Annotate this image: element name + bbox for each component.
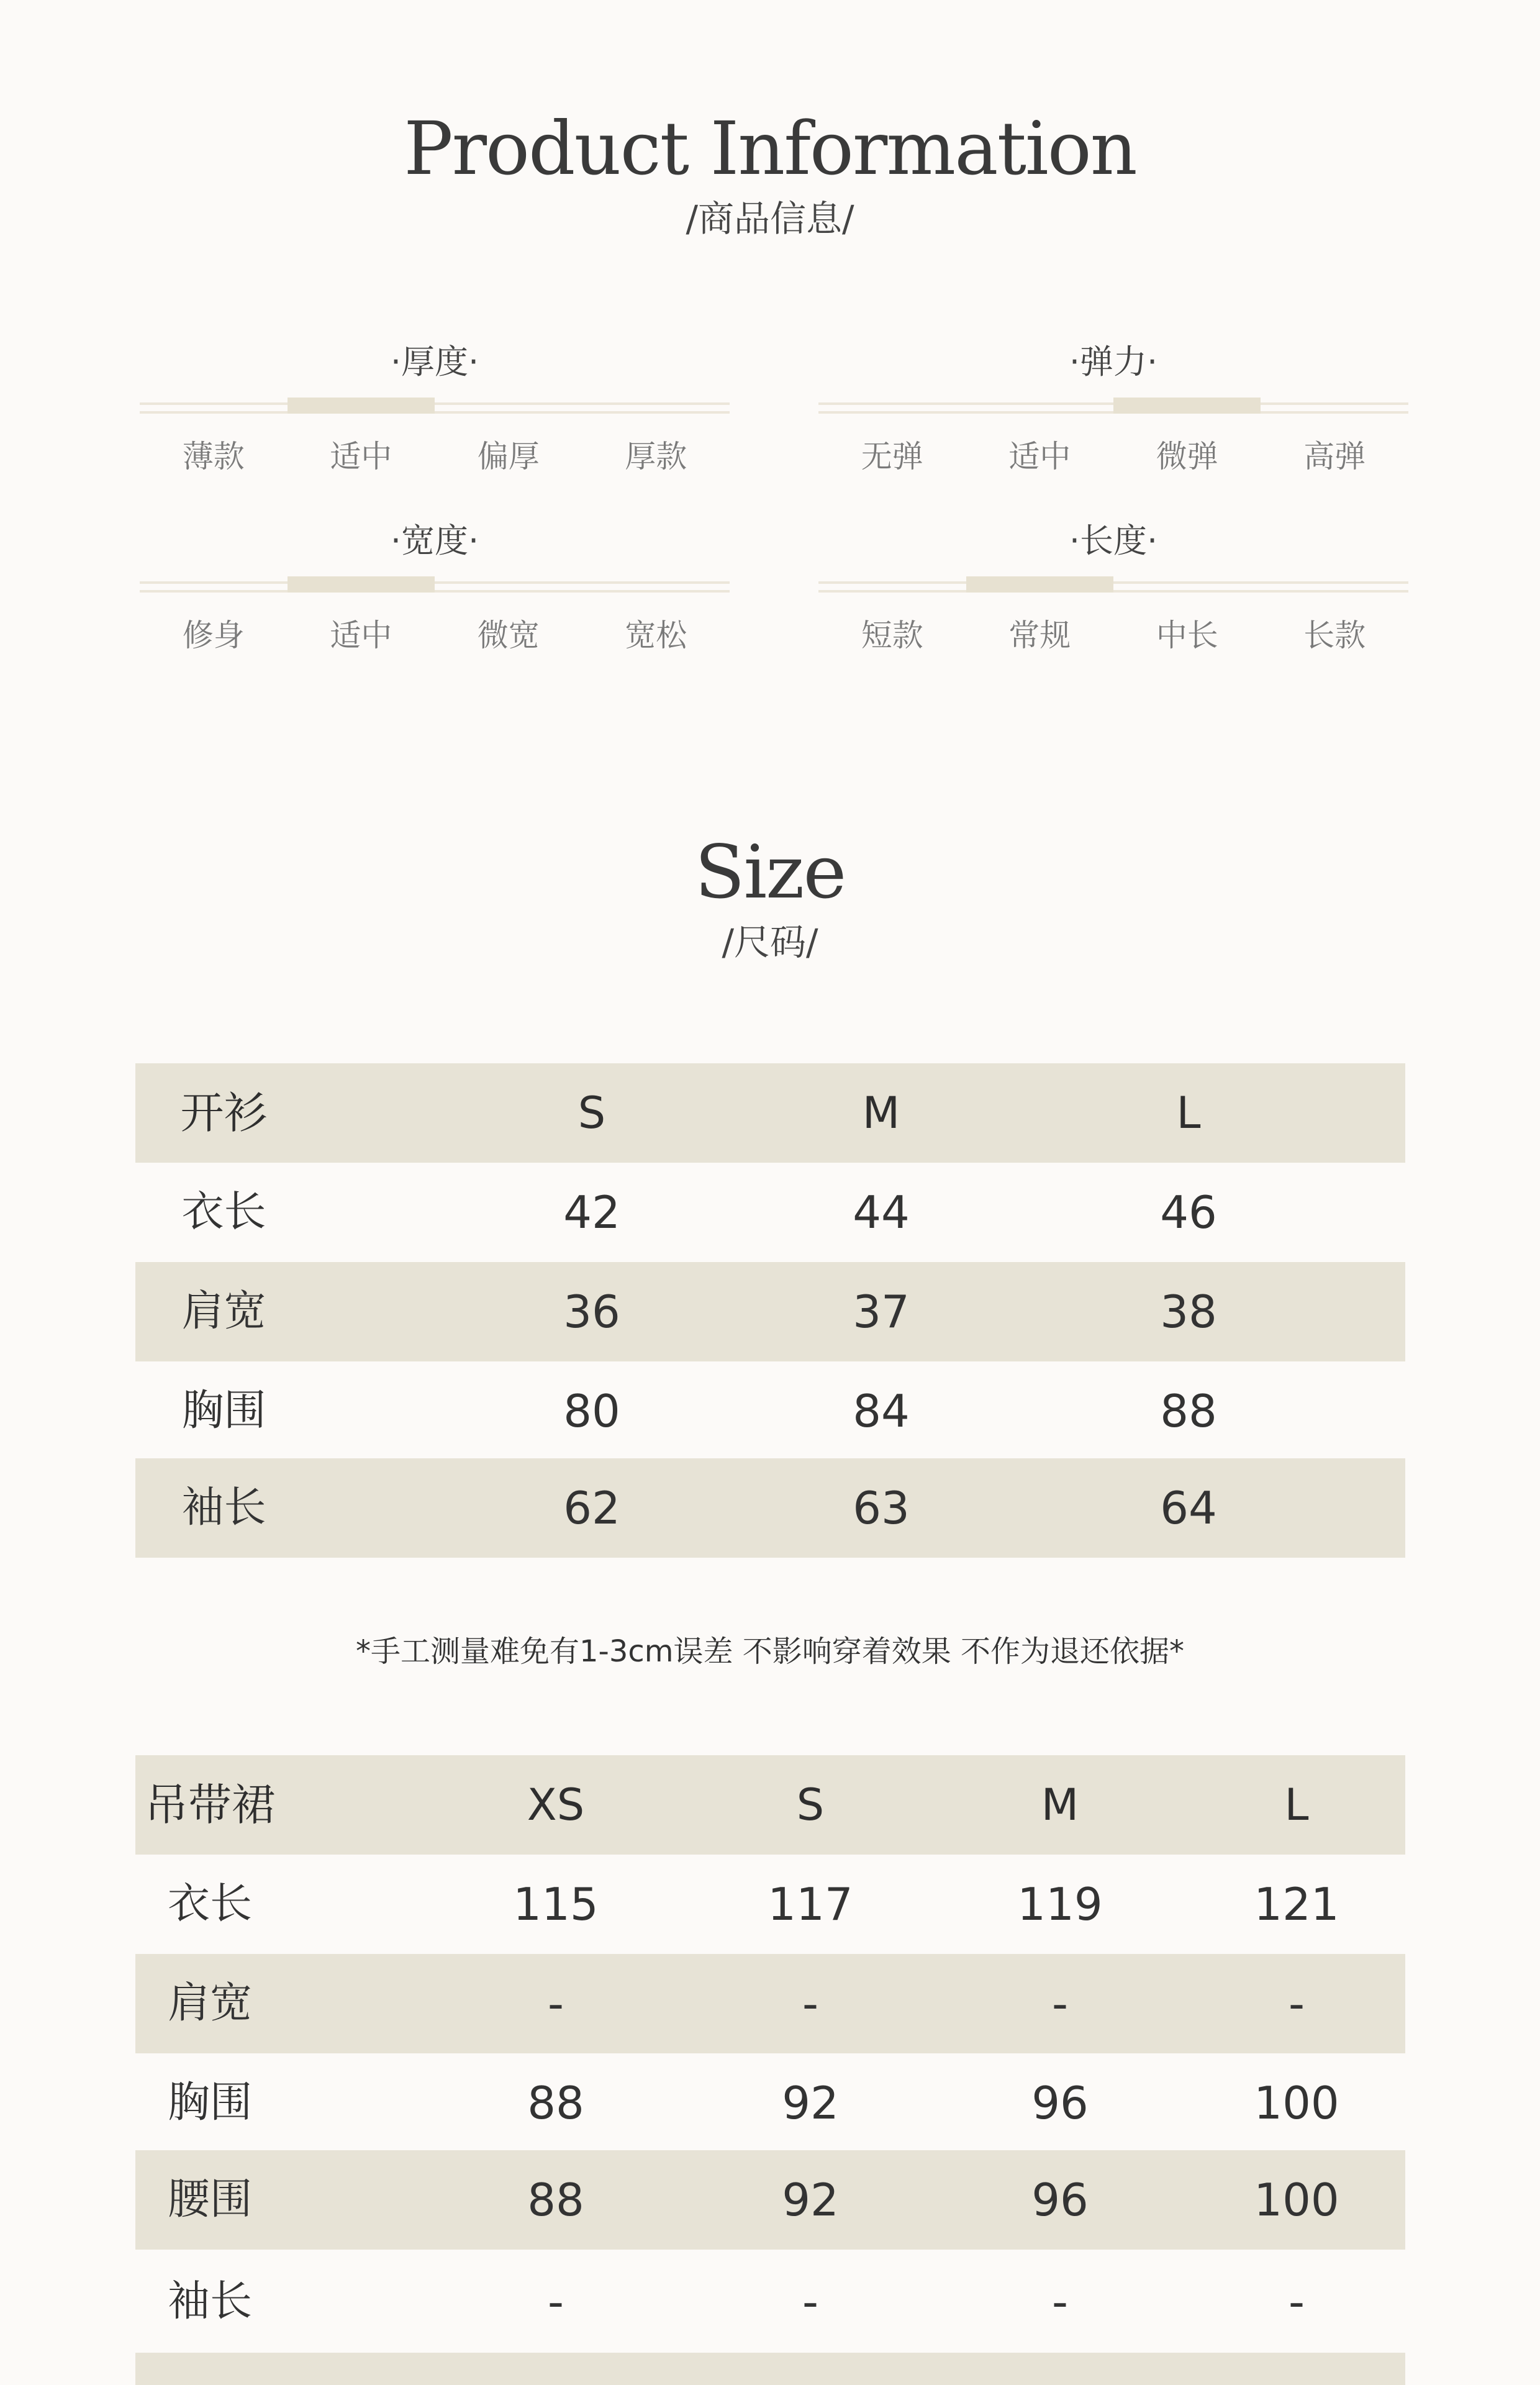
scale-track: [818, 398, 1408, 415]
dress-size-table: [135, 1755, 1405, 2385]
table-cell: 37: [853, 1286, 910, 1338]
scale-option: 偏厚: [477, 438, 540, 475]
table-header-cell: L: [1284, 1779, 1309, 1830]
table-header-cell: L: [1176, 1088, 1201, 1138]
table-cell: 46: [1160, 1186, 1217, 1238]
scale-label: ·宽度·: [390, 521, 479, 560]
scale-option: 微宽: [477, 617, 540, 653]
table-cell: -: [1052, 2276, 1068, 2328]
scale-option: 适中: [1008, 438, 1071, 475]
scale-option: 适中: [330, 438, 392, 475]
table-cell: 80: [563, 1385, 620, 1437]
table-cell: 38: [1160, 1286, 1217, 1338]
scale-option: 中长: [1156, 617, 1218, 653]
scale-option: 高弹: [1303, 438, 1366, 475]
table-header-cell: XS: [527, 1779, 585, 1830]
scale-selected-segment: [288, 398, 435, 414]
table-cell: 36: [563, 1286, 620, 1338]
table-header-cell: 吊带裙: [145, 1779, 275, 1830]
table-cell: 88: [527, 2077, 584, 2129]
measurement-note: *手工测量难免有1-3cm误差 不影响穿着效果 不作为退还依据*: [355, 1634, 1185, 1669]
table-cell: -: [548, 1978, 564, 2030]
table-cell: 121: [1254, 1878, 1339, 1930]
table-cell: 42: [563, 1186, 620, 1238]
table-cell: 100: [1254, 2077, 1339, 2129]
table-header-row: [135, 1755, 1405, 1855]
table-cell: 64: [1160, 1482, 1217, 1534]
product-info-title: Product Information: [404, 106, 1136, 191]
table-row: [135, 1163, 1405, 1262]
scale-option: 厚款: [625, 438, 687, 475]
table-row: [135, 1855, 1405, 1954]
table-cell: -: [548, 2276, 564, 2328]
scale-option: 无弹: [861, 438, 923, 475]
scale-track: [140, 576, 730, 594]
table-cell: 44: [853, 1186, 910, 1238]
table-cell: 115: [513, 1878, 599, 1930]
table-row: [135, 1458, 1405, 1558]
product-info-subtitle: /商品信息/: [686, 198, 854, 240]
row-label: 袖长: [181, 1483, 266, 1532]
row-label: 衣长: [167, 1879, 252, 1928]
scale-option: 适中: [330, 617, 392, 653]
table-header-cell: M: [1041, 1779, 1079, 1830]
row-label: 胸围: [167, 2078, 252, 2127]
scale-track: [818, 576, 1408, 594]
table-row: [135, 1954, 1405, 2053]
table-header-row: [135, 1063, 1405, 1163]
table-row: [135, 2150, 1405, 2250]
scale-selected-segment: [966, 576, 1113, 593]
scale-label: ·长度·: [1069, 521, 1158, 560]
scale-option: 长款: [1303, 617, 1366, 653]
table-row: [135, 2353, 1405, 2385]
table-cell: 62: [563, 1482, 620, 1534]
table-cell: 92: [782, 2077, 839, 2129]
scale-option: 短款: [861, 617, 923, 653]
scale-option: 宽松: [625, 617, 687, 653]
table-header-cell: S: [796, 1779, 825, 1830]
table-row: [135, 2252, 1405, 2351]
table-row: [135, 2053, 1405, 2153]
scale-option: 薄款: [182, 438, 245, 475]
scale-selected-segment: [1113, 398, 1261, 414]
table-row: [135, 1262, 1405, 1361]
table-header-cell: M: [862, 1088, 900, 1138]
table-cell: 88: [527, 2174, 584, 2226]
scale-option: 修身: [182, 617, 245, 653]
table-cell: -: [1289, 2276, 1305, 2328]
table-cell: -: [1052, 1978, 1068, 2030]
row-label: 肩宽: [181, 1287, 266, 1336]
size-title: Size: [694, 829, 846, 915]
table-row: [135, 1361, 1405, 1461]
scale-selected-segment: [288, 576, 435, 593]
table-cell: 92: [782, 2174, 839, 2226]
row-label: 腰围: [167, 2175, 252, 2224]
table-cell: -: [1289, 1978, 1305, 2030]
scale-label: ·弹力·: [1069, 342, 1158, 381]
row-label: 胸围: [181, 1386, 266, 1435]
size-subtitle: /尺码/: [722, 921, 818, 963]
row-label: 衣长: [181, 1188, 266, 1237]
scale-track: [140, 398, 730, 415]
row-label: 袖长: [167, 2277, 252, 2326]
table-cell: 88: [1160, 1385, 1217, 1437]
table-cell: -: [802, 1978, 818, 2030]
table-cell: 100: [1254, 2174, 1339, 2226]
row-label: 肩宽: [167, 1979, 252, 2028]
scale-option: 常规: [1008, 617, 1071, 653]
table-cell: -: [802, 2276, 818, 2328]
table-cell: 119: [1017, 1878, 1103, 1930]
table-cell: 84: [853, 1385, 910, 1437]
scale-label: ·厚度·: [390, 342, 479, 381]
table-header-cell: S: [578, 1088, 606, 1138]
table-cell: 96: [1031, 2174, 1089, 2226]
cardigan-size-table: [135, 1063, 1405, 1558]
table-cell: 117: [768, 1878, 853, 1930]
scale-option: 微弹: [1156, 438, 1218, 475]
table-cell: 96: [1031, 2077, 1089, 2129]
table-header-cell: 开衫: [180, 1088, 268, 1138]
table-cell: 63: [853, 1482, 910, 1534]
